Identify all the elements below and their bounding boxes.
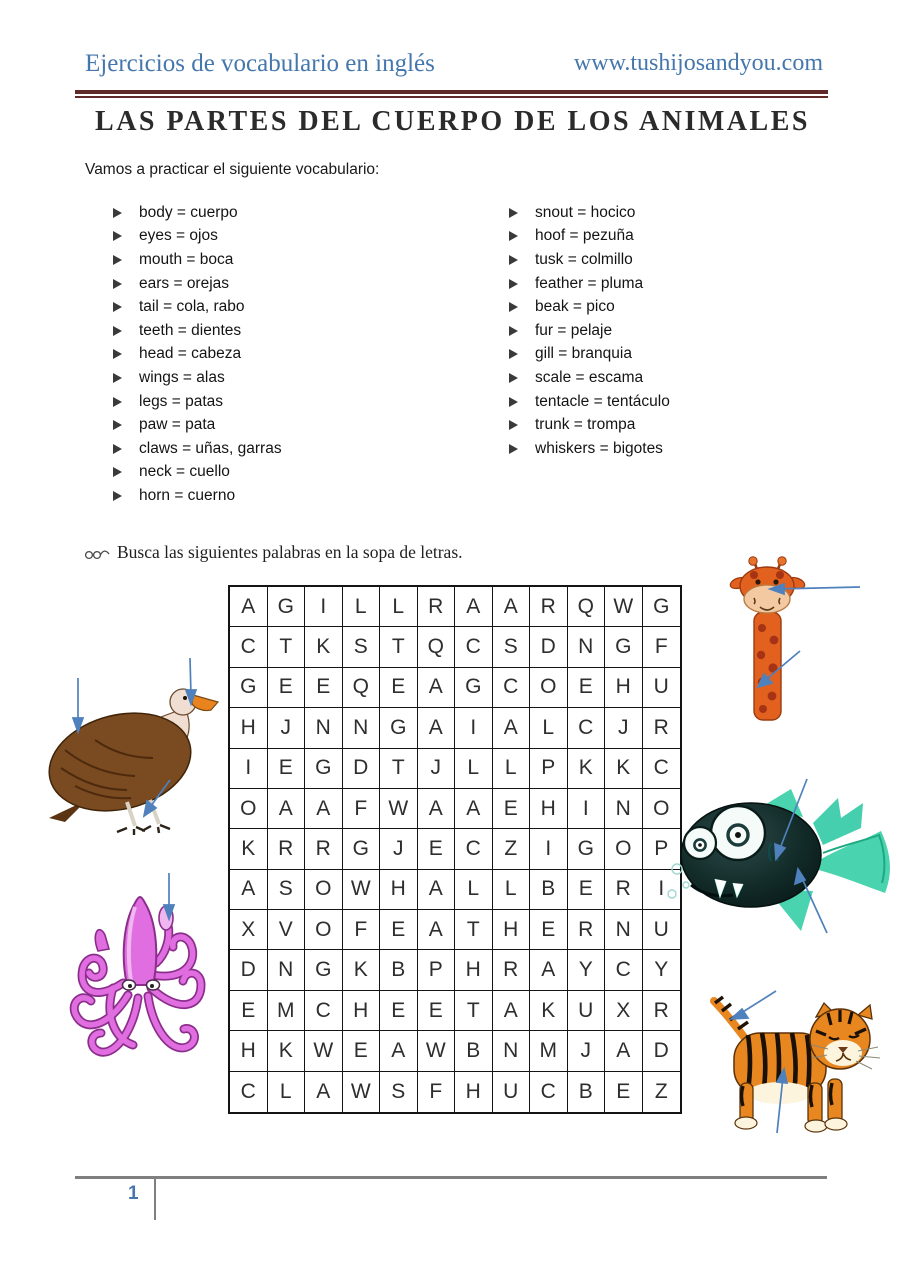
grid-cell-r1c8: A	[493, 587, 531, 627]
grid-cell-r8c12: I	[643, 870, 681, 910]
grid-cell-r6c6: A	[418, 789, 456, 829]
grid-cell-r13c7: H	[455, 1072, 493, 1112]
arrowhead-bullet-icon	[113, 231, 122, 241]
arrowhead-bullet-icon	[113, 467, 122, 477]
vocab-text: paw = pata	[139, 416, 216, 434]
grid-cell-r10c8: R	[493, 950, 531, 990]
grid-cell-r3c4: Q	[343, 668, 381, 708]
grid-cell-r7c9: I	[530, 829, 568, 869]
grid-cell-r4c6: A	[418, 708, 456, 748]
giraffe-body	[729, 557, 806, 720]
grid-cell-r9c7: T	[455, 910, 493, 950]
arrowhead-bullet-icon	[509, 397, 518, 407]
vocab-text: gill = branquia	[535, 345, 632, 363]
grid-cell-r10c1: D	[230, 950, 268, 990]
arrowhead-bullet-icon	[113, 444, 122, 454]
grid-cell-r1c4: L	[343, 587, 381, 627]
grid-cell-r3c10: E	[568, 668, 606, 708]
grid-cell-r8c1: A	[230, 870, 268, 910]
grid-cell-r9c5: E	[380, 910, 418, 950]
header-title: Ejercicios de vocabulario en inglés	[85, 50, 435, 77]
instruction-text: Busca las siguientes palabras en la sopa de letras.	[117, 542, 463, 562]
arrowhead-bullet-icon	[113, 255, 122, 265]
grid-cell-r6c8: E	[493, 789, 531, 829]
arrowhead-bullet-icon	[509, 279, 518, 289]
vulture-illustration	[35, 650, 240, 845]
vocab-text: tentacle = tentáculo	[535, 392, 670, 410]
grid-cell-r2c1: C	[230, 627, 268, 667]
grid-cell-r7c10: G	[568, 829, 606, 869]
grid-cell-r3c1: G	[230, 668, 268, 708]
grid-cell-r8c10: E	[568, 870, 606, 910]
grid-cell-r13c11: E	[605, 1072, 643, 1112]
grid-cell-r7c4: G	[343, 829, 381, 869]
grid-cell-r7c6: E	[418, 829, 456, 869]
vocab-item	[113, 437, 282, 461]
arrowhead-bullet-icon	[113, 349, 122, 359]
vocab-text: wings = alas	[139, 368, 225, 386]
grid-cell-r13c2: L	[268, 1072, 306, 1112]
grid-cell-r8c7: L	[455, 870, 493, 910]
grid-cell-r10c12: Y	[643, 950, 681, 990]
grid-cell-r1c7: A	[455, 587, 493, 627]
grid-cell-r8c9: B	[530, 870, 568, 910]
grid-cell-r2c4: S	[343, 627, 381, 667]
grid-cell-r9c8: H	[493, 910, 531, 950]
grid-cell-r12c1: H	[230, 1031, 268, 1071]
grid-cell-r6c7: A	[455, 789, 493, 829]
grid-cell-r10c6: P	[418, 950, 456, 990]
grid-cell-r10c11: C	[605, 950, 643, 990]
arrowhead-bullet-icon	[509, 444, 518, 454]
grid-cell-r4c10: C	[568, 708, 606, 748]
header-website-link[interactable]: www.tushijosandyou.com	[573, 50, 823, 76]
arrowhead-bullet-icon	[509, 208, 518, 218]
grid-cell-r6c2: A	[268, 789, 306, 829]
grid-cell-r4c11: J	[605, 708, 643, 748]
grid-cell-r2c9: D	[530, 627, 568, 667]
arrowhead-bullet-icon	[509, 231, 518, 241]
grid-cell-r11c10: U	[568, 991, 606, 1031]
grid-cell-r12c3: W	[305, 1031, 343, 1071]
vocab-text: hoof = pezuña	[535, 227, 634, 245]
grid-cell-r5c6: J	[418, 749, 456, 789]
grid-cell-r9c3: O	[305, 910, 343, 950]
wordsearch-instruction	[84, 542, 463, 563]
vocab-text: horn = cuerno	[139, 486, 236, 504]
grid-cell-r7c5: J	[380, 829, 418, 869]
grid-cell-r6c3: A	[305, 789, 343, 829]
grid-cell-r1c5: L	[380, 587, 418, 627]
arrowhead-bullet-icon	[113, 326, 122, 336]
grid-cell-r7c3: R	[305, 829, 343, 869]
vocab-item	[113, 343, 282, 367]
grid-cell-r7c7: C	[455, 829, 493, 869]
fish-illustration	[663, 773, 900, 945]
grid-cell-r11c4: H	[343, 991, 381, 1031]
grid-cell-r11c1: E	[230, 991, 268, 1031]
grid-cell-r5c3: G	[305, 749, 343, 789]
grid-cell-r3c7: G	[455, 668, 493, 708]
vocab-item	[509, 225, 670, 249]
grid-cell-r2c8: S	[493, 627, 531, 667]
grid-cell-r10c10: Y	[568, 950, 606, 990]
grid-cell-r9c2: V	[268, 910, 306, 950]
arrowhead-bullet-icon	[113, 208, 122, 218]
vocab-item	[509, 413, 670, 437]
grid-cell-r5c4: D	[343, 749, 381, 789]
grid-cell-r7c11: O	[605, 829, 643, 869]
grid-cell-r13c8: U	[493, 1072, 531, 1112]
grid-cell-r5c10: K	[568, 749, 606, 789]
grid-cell-r7c1: K	[230, 829, 268, 869]
vocab-text: legs = patas	[139, 392, 224, 410]
vocab-text: eyes = ojos	[139, 227, 218, 245]
grid-cell-r9c9: E	[530, 910, 568, 950]
vocab-text: teeth = dientes	[139, 321, 242, 339]
grid-cell-r12c11: A	[605, 1031, 643, 1071]
grid-cell-r1c10: Q	[568, 587, 606, 627]
vocab-text: body = cuerpo	[139, 203, 238, 221]
arrowhead-bullet-icon	[509, 326, 518, 336]
vocab-item	[509, 295, 670, 319]
grid-cell-r9c12: U	[643, 910, 681, 950]
page-number: 1	[128, 1183, 139, 1204]
grid-cell-r3c6: A	[418, 668, 456, 708]
grid-cell-r4c4: N	[343, 708, 381, 748]
vocab-item	[113, 295, 282, 319]
vocab-list-left	[113, 201, 282, 508]
vocab-item	[113, 319, 282, 343]
vocab-item	[509, 390, 670, 414]
grid-cell-r12c12: D	[643, 1031, 681, 1071]
vocab-item	[113, 366, 282, 390]
grid-cell-r8c6: A	[418, 870, 456, 910]
vocab-item	[113, 225, 282, 249]
grid-cell-r11c7: T	[455, 991, 493, 1031]
vocab-item	[509, 437, 670, 461]
grid-cell-r12c7: B	[455, 1031, 493, 1071]
vocab-text: snout = hocico	[535, 203, 636, 221]
grid-cell-r2c12: F	[643, 627, 681, 667]
grid-cell-r8c5: H	[380, 870, 418, 910]
grid-cell-r4c7: I	[455, 708, 493, 748]
vocab-item	[113, 201, 282, 225]
arrowhead-bullet-icon	[113, 420, 122, 430]
grid-cell-r5c2: E	[268, 749, 306, 789]
vocab-text: scale = escama	[535, 368, 644, 386]
grid-cell-r12c5: A	[380, 1031, 418, 1071]
grid-cell-r2c7: C	[455, 627, 493, 667]
grid-cell-r1c3: I	[305, 587, 343, 627]
grid-cell-r10c2: N	[268, 950, 306, 990]
grid-cell-r5c1: I	[230, 749, 268, 789]
grid-cell-r13c4: W	[343, 1072, 381, 1112]
grid-cell-r4c8: A	[493, 708, 531, 748]
grid-cell-r5c11: K	[605, 749, 643, 789]
grid-cell-r6c10: I	[568, 789, 606, 829]
grid-cell-r6c5: W	[380, 789, 418, 829]
grid-cell-r11c12: R	[643, 991, 681, 1031]
grid-cell-r5c8: L	[493, 749, 531, 789]
grid-cell-r3c8: C	[493, 668, 531, 708]
vocab-item	[509, 201, 670, 225]
vocab-item	[113, 484, 282, 508]
grid-cell-r12c2: K	[268, 1031, 306, 1071]
arrowhead-bullet-icon	[509, 302, 518, 312]
vocab-text: tusk = colmillo	[535, 250, 633, 268]
grid-cell-r2c6: Q	[418, 627, 456, 667]
vocab-text: head = cabeza	[139, 345, 242, 363]
grid-cell-r2c5: T	[380, 627, 418, 667]
intro-text: Vamos a practicar el siguiente vocabulario:	[85, 161, 380, 178]
grid-cell-r11c11: X	[605, 991, 643, 1031]
pen-flourish-icon	[84, 545, 110, 561]
grid-cell-r10c5: B	[380, 950, 418, 990]
vocab-text: beak = pico	[535, 298, 615, 316]
grid-cell-r6c12: O	[643, 789, 681, 829]
grid-cell-r2c3: K	[305, 627, 343, 667]
vocab-item	[113, 461, 282, 485]
grid-cell-r4c3: N	[305, 708, 343, 748]
grid-cell-r13c6: F	[418, 1072, 456, 1112]
grid-cell-r8c11: R	[605, 870, 643, 910]
grid-cell-r1c11: W	[605, 587, 643, 627]
grid-cell-r3c11: H	[605, 668, 643, 708]
arrowhead-bullet-icon	[113, 373, 122, 383]
fish-body	[668, 789, 890, 931]
grid-cell-r1c2: G	[268, 587, 306, 627]
grid-cell-r11c3: C	[305, 991, 343, 1031]
grid-cell-r3c12: U	[643, 668, 681, 708]
grid-cell-r11c8: A	[493, 991, 531, 1031]
grid-cell-r9c4: F	[343, 910, 381, 950]
grid-cell-r10c7: H	[455, 950, 493, 990]
vocab-text: neck = cuello	[139, 463, 230, 481]
vocab-text: mouth = boca	[139, 250, 234, 268]
page-title: LAS PARTES DEL CUERPO DE LOS ANIMALES	[95, 106, 810, 137]
grid-cell-r4c12: R	[643, 708, 681, 748]
vocab-text: feather = pluma	[535, 274, 644, 292]
vulture-body	[39, 689, 218, 835]
vocab-text: tail = cola, rabo	[139, 298, 245, 316]
grid-cell-r12c8: N	[493, 1031, 531, 1071]
grid-cell-r12c4: E	[343, 1031, 381, 1071]
vocab-item	[509, 366, 670, 390]
grid-cell-r12c6: W	[418, 1031, 456, 1071]
grid-cell-r10c3: G	[305, 950, 343, 990]
grid-cell-r3c9: O	[530, 668, 568, 708]
grid-cell-r10c9: A	[530, 950, 568, 990]
grid-cell-r12c9: M	[530, 1031, 568, 1071]
grid-cell-r3c2: E	[268, 668, 306, 708]
arrowhead-bullet-icon	[509, 420, 518, 430]
grid-cell-r5c7: L	[455, 749, 493, 789]
grid-cell-r9c10: R	[568, 910, 606, 950]
grid-cell-r8c4: W	[343, 870, 381, 910]
grid-cell-r6c4: F	[343, 789, 381, 829]
squid-illustration	[53, 863, 218, 1073]
arrowhead-bullet-icon	[113, 302, 122, 312]
vocab-item	[509, 272, 670, 296]
vocab-list-right	[509, 201, 670, 461]
vocab-text: ears = orejas	[139, 274, 230, 292]
grid-cell-r7c12: P	[643, 829, 681, 869]
grid-cell-r13c5: S	[380, 1072, 418, 1112]
grid-cell-r13c10: B	[568, 1072, 606, 1112]
header-divider	[75, 90, 828, 98]
grid-cell-r11c6: E	[418, 991, 456, 1031]
grid-cell-r1c1: A	[230, 587, 268, 627]
tiger-illustration	[688, 983, 888, 1135]
grid-cell-r11c2: M	[268, 991, 306, 1031]
grid-cell-r4c2: J	[268, 708, 306, 748]
grid-cell-r13c1: C	[230, 1072, 268, 1112]
vocab-item	[509, 248, 670, 272]
grid-cell-r5c12: C	[643, 749, 681, 789]
grid-cell-r6c9: H	[530, 789, 568, 829]
grid-cell-r1c6: R	[418, 587, 456, 627]
grid-cell-r6c11: N	[605, 789, 643, 829]
vocab-item	[113, 413, 282, 437]
grid-cell-r5c5: T	[380, 749, 418, 789]
grid-cell-r8c8: L	[493, 870, 531, 910]
arrowhead-bullet-icon	[113, 279, 122, 289]
arrowhead-bullet-icon	[113, 397, 122, 407]
footer-tick	[154, 1176, 156, 1220]
vocab-text: trunk = trompa	[535, 416, 636, 434]
grid-cell-r7c2: R	[268, 829, 306, 869]
grid-cell-r11c5: E	[380, 991, 418, 1031]
grid-cell-r8c2: S	[268, 870, 306, 910]
grid-cell-r4c5: G	[380, 708, 418, 748]
vocab-item	[113, 390, 282, 414]
grid-cell-r3c3: E	[305, 668, 343, 708]
grid-cell-r10c4: K	[343, 950, 381, 990]
grid-cell-r2c10: N	[568, 627, 606, 667]
grid-cell-r5c9: P	[530, 749, 568, 789]
grid-cell-r13c12: Z	[654, 1079, 668, 1103]
grid-cell-r13c3: A	[305, 1072, 343, 1112]
arrowhead-bullet-icon	[509, 349, 518, 359]
arrowhead-bullet-icon	[509, 373, 518, 383]
wordsearch-grid	[228, 585, 682, 1114]
grid-cell-r3c5: E	[380, 668, 418, 708]
grid-cell-r9c1: X	[230, 910, 268, 950]
grid-cell-r9c11: N	[605, 910, 643, 950]
grid-cell-r9c6: A	[418, 910, 456, 950]
vocab-item	[113, 272, 282, 296]
grid-cell-r13c9: C	[530, 1072, 568, 1112]
grid-cell-r4c9: L	[530, 708, 568, 748]
footer-divider	[75, 1176, 827, 1179]
grid-cell-r6c1: O	[230, 789, 268, 829]
grid-cell-r2c11: G	[605, 627, 643, 667]
vocab-text: fur = pelaje	[535, 321, 613, 339]
vocab-text: claws = uñas, garras	[139, 439, 282, 457]
grid-cell-r12c10: J	[568, 1031, 606, 1071]
grid-cell-r8c3: O	[305, 870, 343, 910]
vocab-item	[509, 319, 670, 343]
grid-cell-r11c9: K	[530, 991, 568, 1031]
giraffe-illustration	[698, 556, 870, 730]
grid-cell-r4c1: H	[230, 708, 268, 748]
grid-cell-r7c8: Z	[493, 829, 531, 869]
arrowhead-bullet-icon	[509, 255, 518, 265]
grid-cell-r2c2: T	[268, 627, 306, 667]
arrowhead-bullet-icon	[113, 491, 122, 501]
vocab-text: whiskers = bigotes	[535, 439, 663, 457]
grid-cell-r1c9: R	[530, 587, 568, 627]
vocab-item	[113, 248, 282, 272]
vocab-item	[509, 343, 670, 367]
grid-cell-r1c12: G	[643, 587, 681, 627]
